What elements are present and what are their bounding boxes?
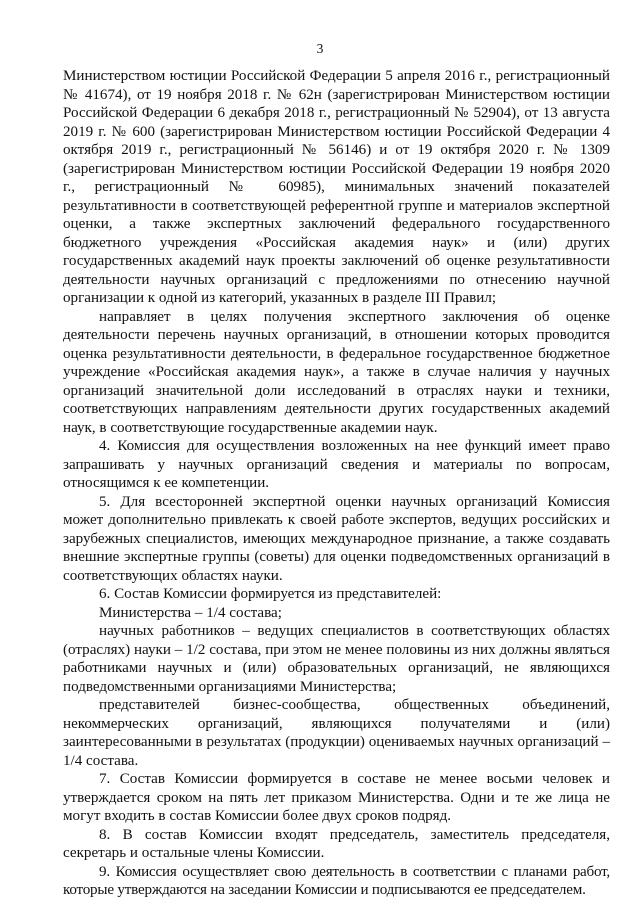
paragraph-expert-request: направляет в целях получения экспертного заключения об оценке деятельности перечень научных организаций, в отношении которых проводится оценка результативности деятельности, в федеральное государственное бюджетное учреждение «Российская академия наук», а также в случае наличия у научных организаций значительной доли исследований в отраслях науки и техники, соответствующих направлениям деятельности других государственных академий наук, в соответствующие государственные академии наук. [63,308,610,436]
paragraph-item-5: 5. Для всесторонней экспертной оценки научных организаций Комиссия может дополнительно привлекать к своей работе экспертов, ведущих российских и зарубежных специалистов, имеющих международное признание, а также создавать внешние экспертные группы (советы) для оценки подведомственных организаций в соответствующих областях науки. [63,493,610,584]
paragraph-business-share: представителей бизнес-сообщества, общественных объединений, некоммерческих организаций, являющихся получателями и (или) заинтересованными в результатах (продукции) оцениваемых научных организаций – 1/4 состава. [63,697,610,769]
paragraph-item-4: 4. Комиссия для осуществления возложенных на нее функций имеет право запрашивать у научных организаций сведения и материалы по вопросам, относящимся к ее компетенции. [63,438,610,491]
paragraph-continuation: Министерством юстиции Российской Федерации 5 апреля 2016 г., регистрационный № 41674), от 19 ноября 2018 г. № 62н (зарегистрирован Министерством юстиции Российской Федерации 6 декабря 2018 г., регистрационный № 52904), от 13 августа 2019 г. № 600 (зарегистрирован Министерством юстиции Российской Федерации 4 октября 2019 г., регистрационный № 56146) и от 19 октября 2020 г. № 1309 (зарегистрирован Министерством юстиции Российской Федерации 19 ноября 2020 г., регистрационный № 60985), минимальных значений показателей результативности в соответствующей референтной группе и материалов экспертной оценки, а также экспертных заключений федерального государственного бюджетного учреждения «Российская академия наук» и (или) других государственных академий наук проекты заключений об оценке результативности деятельности научных организаций с предложениями по отнесению научной организации к одной из категорий, указанных в разделе III Правил; [63,68,610,306]
page-number: 3 [316,41,324,56]
paragraph-item-9: 9. Комиссия осуществляет свою деятельность в соответствии с планами работ, которые утверждаются на заседании Комиссии и подписываются ее председателем. [63,863,610,898]
paragraph-item-6: 6. Состав Комиссии формируется из представителей: [99,586,442,602]
paragraph-item-8: 8. В состав Комиссии входят председатель, заместитель председателя, секретарь и остальные члены Комиссии. [63,826,610,861]
paragraph-ministry-share: Министерства – 1/4 состава; [99,604,282,621]
paragraph-researchers-share: научных работников – ведущих специалистов в соответствующих областях (отраслях) науки – 1/2 состава, при этом не менее половины из них должны являться работниками научных и (или) образовательных организаций, не являющихся подведомственными организациями Министерства; [63,623,610,695]
document-body [63,67,610,900]
paragraph-item-7: 7. Состав Комиссии формируется в составе не менее восьми человек и утверждается сроком на пять лет приказом Министерства. Одни и те же лица не могут входить в состав Комиссии более двух сроков подряд. [63,771,610,824]
